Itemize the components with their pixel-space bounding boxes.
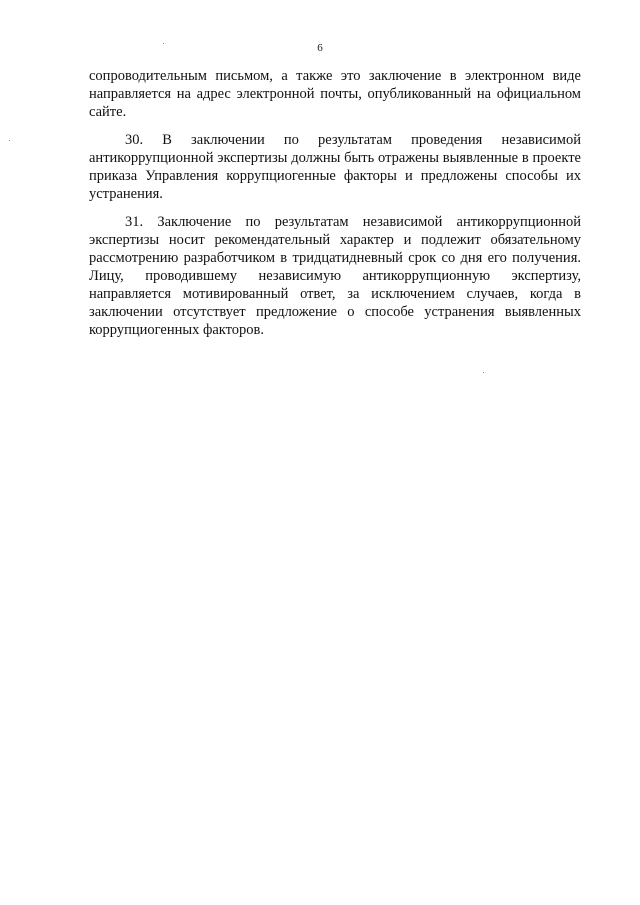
paragraph-continuation: сопроводительным письмом, а также это заключение в электронном виде направляется на адрес электронной почты, опубликованный на официальном сайте. [89,68,581,120]
page-number: 6 [317,42,323,54]
paragraph-item-30: 30. В заключении по результатам проведения независимой антикоррупционной экспертизы должны быть отражены выявленные в проекте приказа Управления коррупциогенные факторы и предложены способы их устранения. [89,132,581,202]
scan-speck [9,140,10,141]
document-body [89,67,581,339]
paragraph-item-31: 31. Заключение по результатам независимой антикоррупционной экспертизы носит рекомендательный характер и подлежит обязательному рассмотрению разработчиком в тридцатидневный срок со дня его получения. Лицу, проводившему независимую антикоррупционную экспертизу, направляется мотивированный ответ, за исключением случаев, когда в заключении отсутствует предложение о способе устранения выявленных коррупциогенных факторов. [89,214,581,338]
scan-speck [483,372,484,373]
